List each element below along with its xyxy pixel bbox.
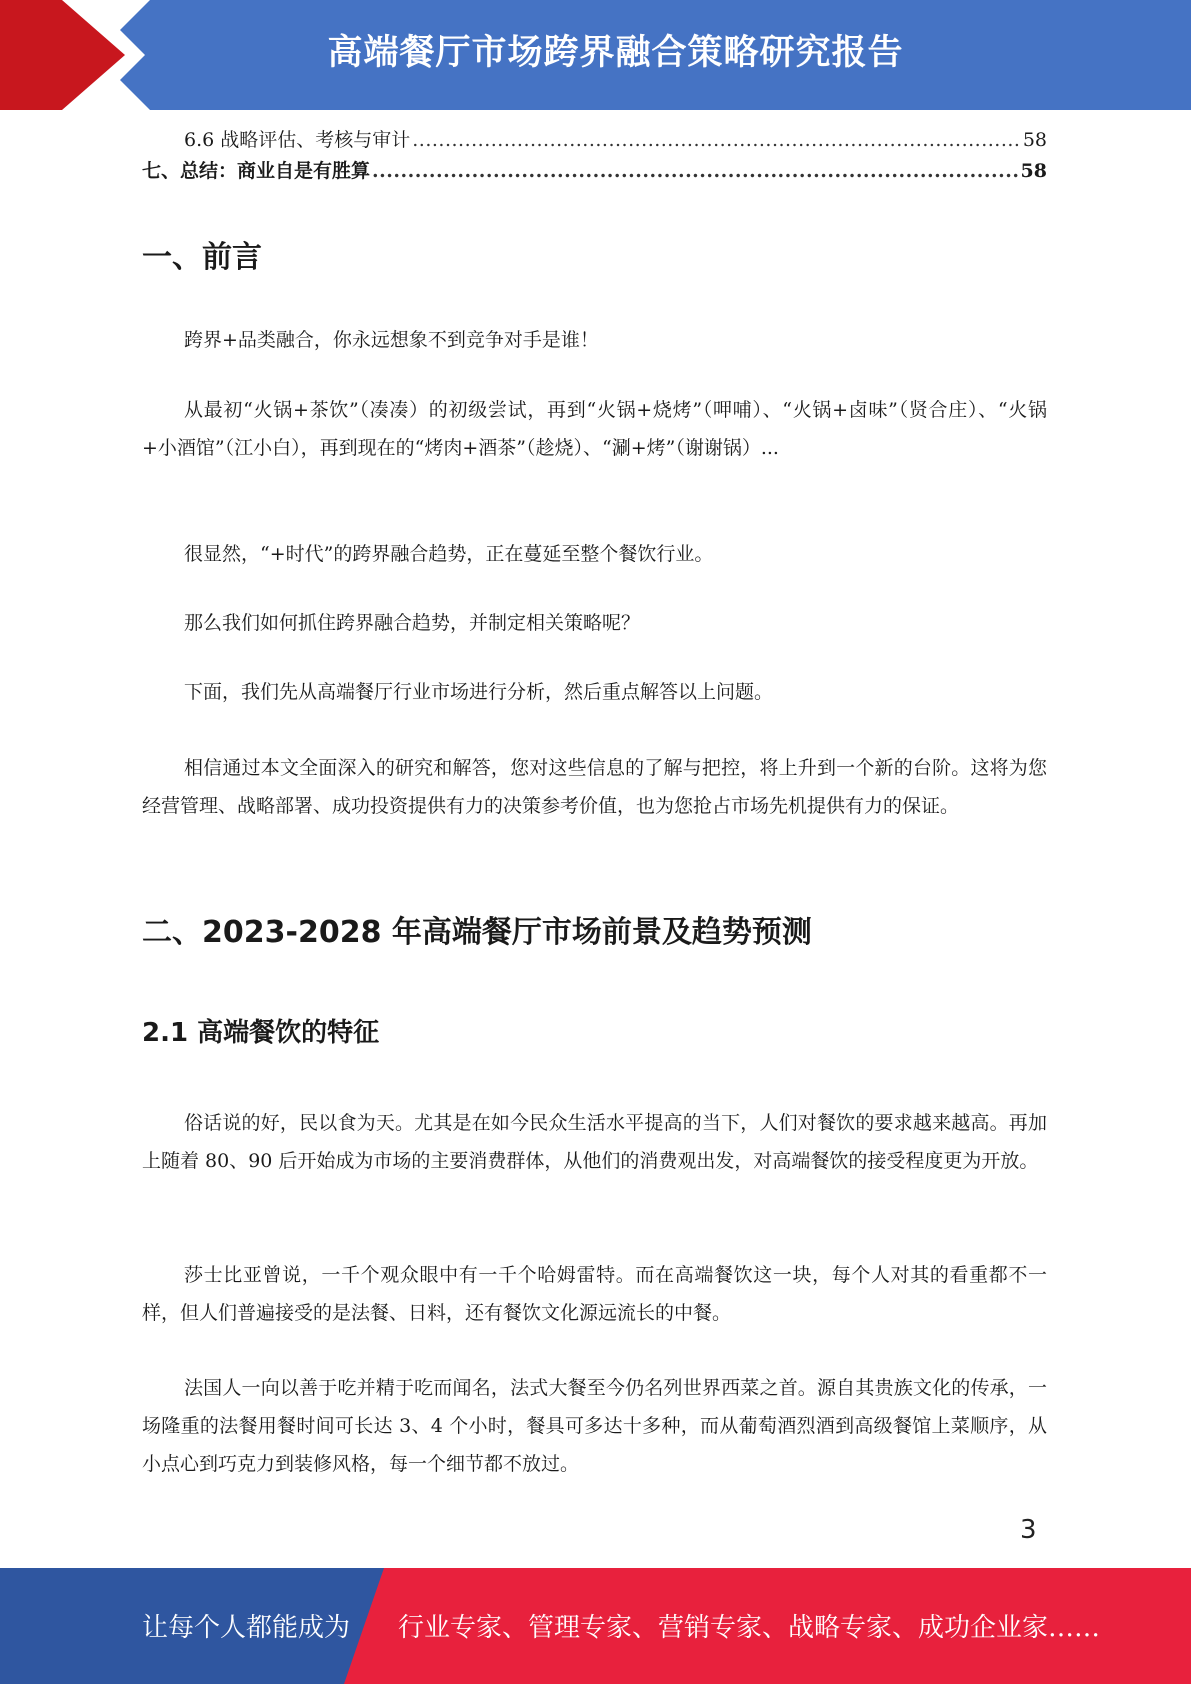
header-chevron-icon xyxy=(0,0,160,110)
paragraph: 跨界+品类融合，你永远想象不到竞争对手是谁！ xyxy=(184,329,599,351)
toc-entry[interactable] xyxy=(142,156,1047,187)
page-number: 3 xyxy=(1020,1515,1037,1545)
paragraph: 那么我们如何抓住跨界融合趋势，并制定相关策略呢？ xyxy=(184,612,641,634)
paragraph: 相信通过本文全面深入的研究和解答，您对这些信息的了解与把控，将上升到一个新的台阶。这将为您经营管理、战略部署、成功投资提供有力的决策参考价值，也为您抢占市场先机提供有力的保证。 xyxy=(142,757,1047,817)
page-header xyxy=(0,0,1191,110)
footer-slogan-right: 行业专家、管理专家、营销专家、战略专家、成功企业家…… xyxy=(398,1613,1101,1643)
table-of-contents xyxy=(142,125,1047,187)
toc-entry-page: 58 xyxy=(1020,160,1047,182)
report-title: 高端餐厅市场跨界融合策略研究报告 xyxy=(327,33,904,73)
toc-dot-leader xyxy=(412,125,1021,156)
paragraph: 法国人一向以善于吃并精于吃而闻名，法式大餐至今仍名列世界西菜之首。源自其贵族文化的传承，一场隆重的法餐用餐时间可长达 3、4 个小时，餐具可多达十多种，而从葡萄酒烈酒到高级餐馆上菜顺序，从小点心到巧克力到装修风格，每一个细节都不放过。 xyxy=(142,1377,1047,1475)
paragraph: 下面，我们先从高端餐厅行业市场进行分析，然后重点解答以上问题。 xyxy=(184,681,774,703)
section-heading-2: 二、2023-2028 年高端餐厅市场前景及趋势预测 xyxy=(142,915,812,950)
toc-entry[interactable] xyxy=(142,125,1047,156)
toc-entry-title: 6.6 战略评估、考核与审计 xyxy=(184,129,411,151)
paragraph: 从最初“火锅+茶饮”（凑凑）的初级尝试，再到“火锅+烧烤”（呷哺）、“火锅+卤味”（贤合庄）、“火锅+小酒馆”（江小白），再到现在的“烤肉+酒茶”（趁烧）、“涮+烤”（谢谢锅）... xyxy=(142,399,1047,459)
subsection-heading-2-1: 2.1 高端餐饮的特征 xyxy=(142,1018,380,1048)
paragraph: 很显然，“+时代”的跨界融合趋势，正在蔓延至整个餐饮行业。 xyxy=(184,543,714,565)
footer-slogan-left: 让每个人都能成为 xyxy=(142,1613,351,1643)
section-heading-1: 一、前言 xyxy=(142,240,262,275)
toc-entry-title: 七、总结：商业自是有胜算 xyxy=(142,160,371,182)
page-footer xyxy=(0,1568,1191,1684)
toc-entry-page: 58 xyxy=(1022,129,1047,151)
paragraph: 莎士比亚曾说，一千个观众眼中有一千个哈姆雷特。而在高端餐饮这一块，每个人对其的看重都不一样，但人们普遍接受的是法餐、日料，还有餐饮文化源远流长的中餐。 xyxy=(142,1264,1047,1324)
toc-dot-leader xyxy=(372,156,1019,187)
paragraph: 俗话说的好，民以食为天。尤其是在如今民众生活水平提高的当下，人们对餐饮的要求越来越高。再加上随着 80、90 后开始成为市场的主要消费群体，从他们的消费观出发，对高端餐饮的接受程度更为开放。 xyxy=(142,1112,1047,1172)
